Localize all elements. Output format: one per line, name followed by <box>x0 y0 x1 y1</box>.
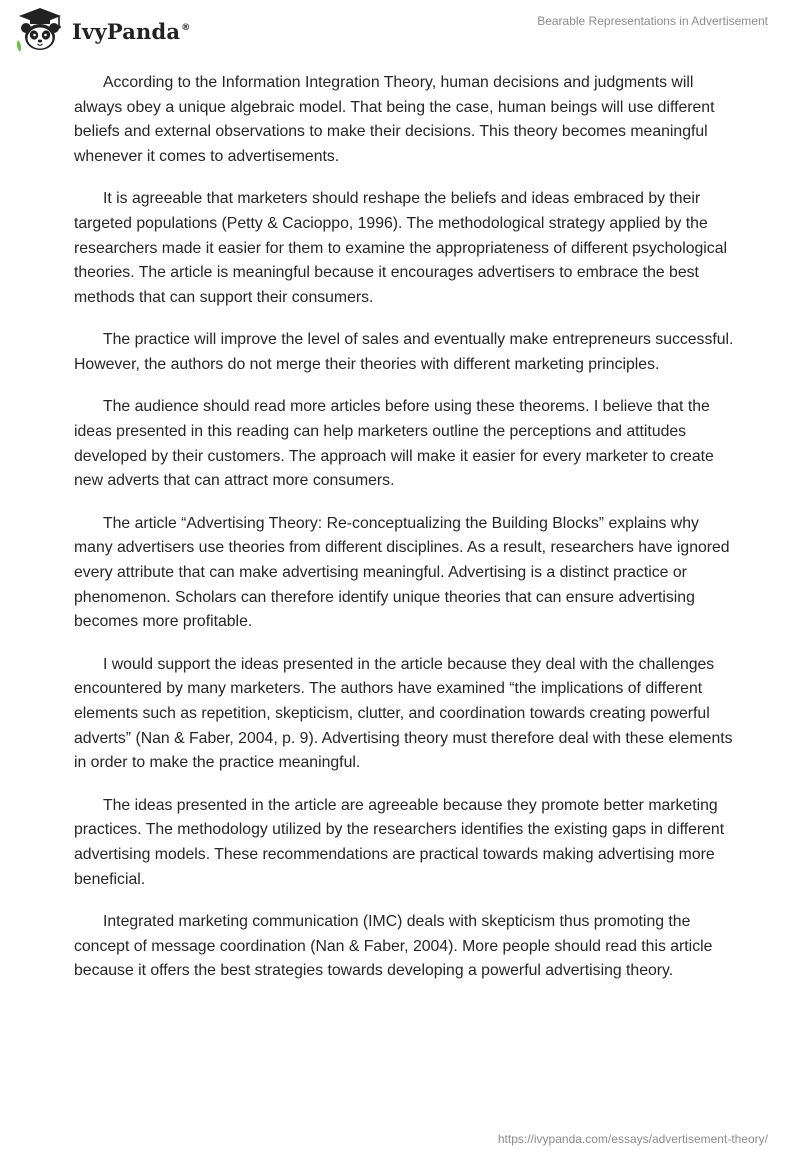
paragraph: It is agreeable that marketers should reshape the beliefs and ideas embraced by their targeted populations (Petty & Cacioppo, 1996). The methodological strategy applied by the researchers made it easier for them to examine the appropriateness of different psychological theories. The article is meaningful because it encourages advertisers to embrace the best methods that can support their consumers. <box>74 190 727 307</box>
ivypanda-logo[interactable] <box>14 6 190 54</box>
source-url[interactable]: https://ivypanda.com/essays/advertisement-theory/ <box>497 1132 768 1146</box>
registered-mark: ® <box>181 22 191 33</box>
panda-graduate-icon <box>14 6 66 54</box>
paragraph: The practice will improve the level of sales and eventually make entrepreneurs successful. However, the authors do not merge their theories with different marketing principles. <box>74 331 734 374</box>
page-header <box>0 0 800 60</box>
document-title: Bearable Representations in Advertisement <box>537 14 768 28</box>
paragraph: I would support the ideas presented in the article because they deal with the challenges encountered by many marketers. The authors have examined “the implications of different elements such as repetition, skepticism, clutter, and coordination towards creating powerful adverts” (Nan & Faber, 2004, p. 9). Advertising theory must therefore deal with these elements in order to make the practice meaningful. <box>74 655 733 772</box>
paragraph: The article “Advertising Theory: Re-conceptualizing the Building Blocks” explains why many advertisers use theories from different disciplines. As a result, researchers have ignored every attribute that can make advertising meaningful. Advertising is a distinct practice or phenomenon. Scholars can therefore identify unique theories that can ensure advertising becomes more profitable. <box>74 514 730 631</box>
paragraph: The ideas presented in the article are agreeable because they promote better marketing practices. The methodology utilized by the researchers identifies the existing gaps in different advertising models. These recommendations are practical towards making advertising more beneficial. <box>74 796 725 888</box>
essay-body <box>74 71 734 1002</box>
paragraph: Integrated marketing communication (IMC) deals with skepticism thus promoting the concept of message coordination (Nan & Faber, 2004). More people should read this article because it offers the best strategies towards developing a powerful advertising theory. <box>74 912 713 980</box>
brand-name-text: IvyPanda <box>72 18 181 44</box>
paragraph: The audience should read more articles before using these theorems. I believe that the ideas presented in this reading can help marketers outline the perceptions and attitudes developed by their customers. The approach will make it easier for every marketer to create new adverts that can attract more consumers. <box>74 398 714 490</box>
brand-name <box>72 19 190 44</box>
paragraph: According to the Information Integration Theory, human decisions and judgments will always obey a unique algebraic model. That being the case, human beings will use different beliefs and external observations to make their decisions. This theory becomes meaningful whenever it comes to advertisements. <box>74 74 715 166</box>
